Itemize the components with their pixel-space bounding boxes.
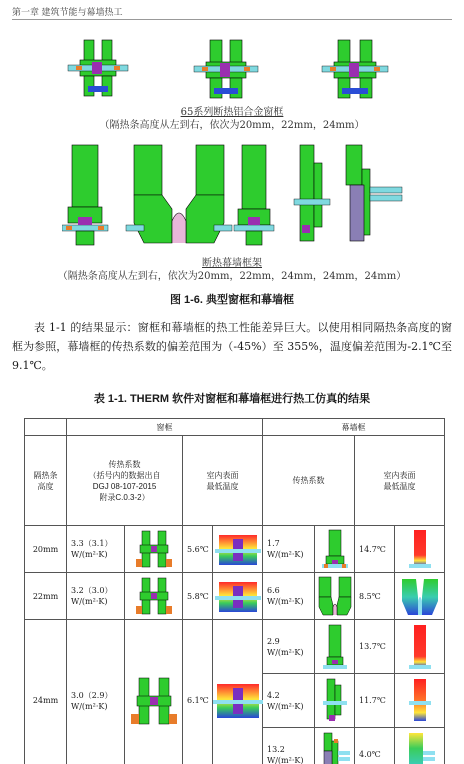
cw-frame-2 (126, 145, 232, 243)
cell-u-cw: 6.6 W/(m²·K) (263, 573, 315, 620)
window-frame-22mm (194, 40, 258, 98)
cell-t-cw: 13.7℃ (355, 620, 395, 674)
cell-t-cw: 14.7℃ (355, 526, 395, 573)
window-frame-24mm (322, 40, 388, 98)
window-thermal-thumbnail (213, 573, 263, 620)
cell-height: 20mm (25, 526, 67, 573)
col-header-u-window: 传热系数 （括号内的数据出自 DGJ 08-107-2015 附录C.0.3-2） (67, 436, 183, 526)
col-header-t-cw: 室内表面 最低温度 (355, 436, 445, 526)
cell-t-cw: 8.5℃ (355, 573, 395, 620)
cw-frame-5 (346, 145, 402, 241)
group-window-header: 窗框 (67, 419, 263, 436)
cell-height: 22mm (25, 573, 67, 620)
table-title: 表 1-1. THERM 软件对窗框和幕墙框进行热工仿真的结果 (93, 393, 371, 405)
cell-t-cw: 4.0℃ (355, 728, 395, 764)
figure-title: 图 1-6. 典型窗框和幕墙框 (169, 294, 295, 306)
cw-section-thumbnail (315, 573, 355, 620)
results-table (24, 418, 445, 764)
table-row (25, 620, 445, 674)
col-header-u-cw: 传热系数 (263, 436, 355, 526)
cw-frame-1 (62, 145, 108, 245)
cw-section-thumbnail (315, 620, 355, 674)
figure-caption-cw-frames-note: （隔热条高度从左到右，依次为20mm，22mm，24mm，24mm，24mm） (57, 271, 407, 282)
cell-height: 24mm (25, 620, 67, 764)
table-row (25, 573, 445, 620)
cell-u-window: 3.0（2.9） W/(m²·K) (67, 620, 125, 764)
window-frames-figure (62, 38, 402, 100)
cell-u-window: 3.2（3.0） W/(m²·K) (67, 573, 125, 620)
cell-u-cw: 4.2 W/(m²·K) (263, 674, 315, 728)
cw-thermal-thumbnail (395, 526, 445, 573)
window-frame-20mm (68, 40, 128, 96)
cw-frame-3 (234, 145, 274, 245)
group-cw-header: 幕墙框 (263, 419, 445, 436)
cw-section-thumbnail (315, 728, 355, 764)
table-group-header-row (25, 419, 445, 436)
window-section-thumbnail (125, 573, 183, 620)
table-row (25, 526, 445, 573)
cw-thermal-thumbnail (395, 573, 445, 620)
cw-thermal-thumbnail (395, 620, 445, 674)
cw-frame-4 (294, 145, 330, 241)
cw-section-thumbnail (315, 526, 355, 573)
window-thermal-thumbnail (213, 526, 263, 573)
cell-u-window: 3.3（3.1） W/(m²·K) (67, 526, 125, 573)
cell-t-cw: 11.7℃ (355, 674, 395, 728)
figure-caption-window-frames: 65系列断热铝合金窗框 (180, 107, 284, 118)
body-paragraph: 表 1-1 的结果显示：窗框和幕墙框的热工性能差异巨大。以使用相同隔热条高度的窗框为参照，幕墙框的传热系数的偏差范围为（-45%）至 355%，温度偏差范围为-2.1℃至 9.1℃。 (12, 321, 452, 372)
cell-t-window: 5.8℃ (183, 573, 213, 620)
header-rule (12, 19, 452, 20)
cell-t-window: 6.1℃ (183, 620, 213, 764)
table-corner-cell (25, 419, 67, 436)
window-section-thumbnail (125, 620, 183, 764)
window-section-thumbnail (125, 526, 183, 573)
col-header-t-window: 室内表面 最低温度 (183, 436, 263, 526)
col-header-height: 隔热条 高度 (25, 436, 67, 526)
cell-u-cw: 2.9 W/(m²·K) (263, 620, 315, 674)
running-header: 第一章 建筑节能与幕墙热工 (12, 7, 123, 17)
curtain-wall-frames-figure (62, 143, 407, 251)
cell-u-cw: 1.7 W/(m²·K) (263, 526, 315, 573)
cw-thermal-thumbnail (395, 674, 445, 728)
table-column-header-row (25, 436, 445, 526)
cw-thermal-thumbnail (395, 728, 445, 764)
figure-caption-cw-frames: 断热幕墙框架 (202, 258, 262, 269)
figure-caption-window-frames-note: （隔热条高度从左到右，依次为20mm，22mm，24mm） (99, 120, 365, 131)
cell-u-cw: 13.2 W/(m²·K) (263, 728, 315, 764)
window-thermal-thumbnail (213, 620, 263, 764)
cw-section-thumbnail (315, 674, 355, 728)
cell-t-window: 5.6℃ (183, 526, 213, 573)
